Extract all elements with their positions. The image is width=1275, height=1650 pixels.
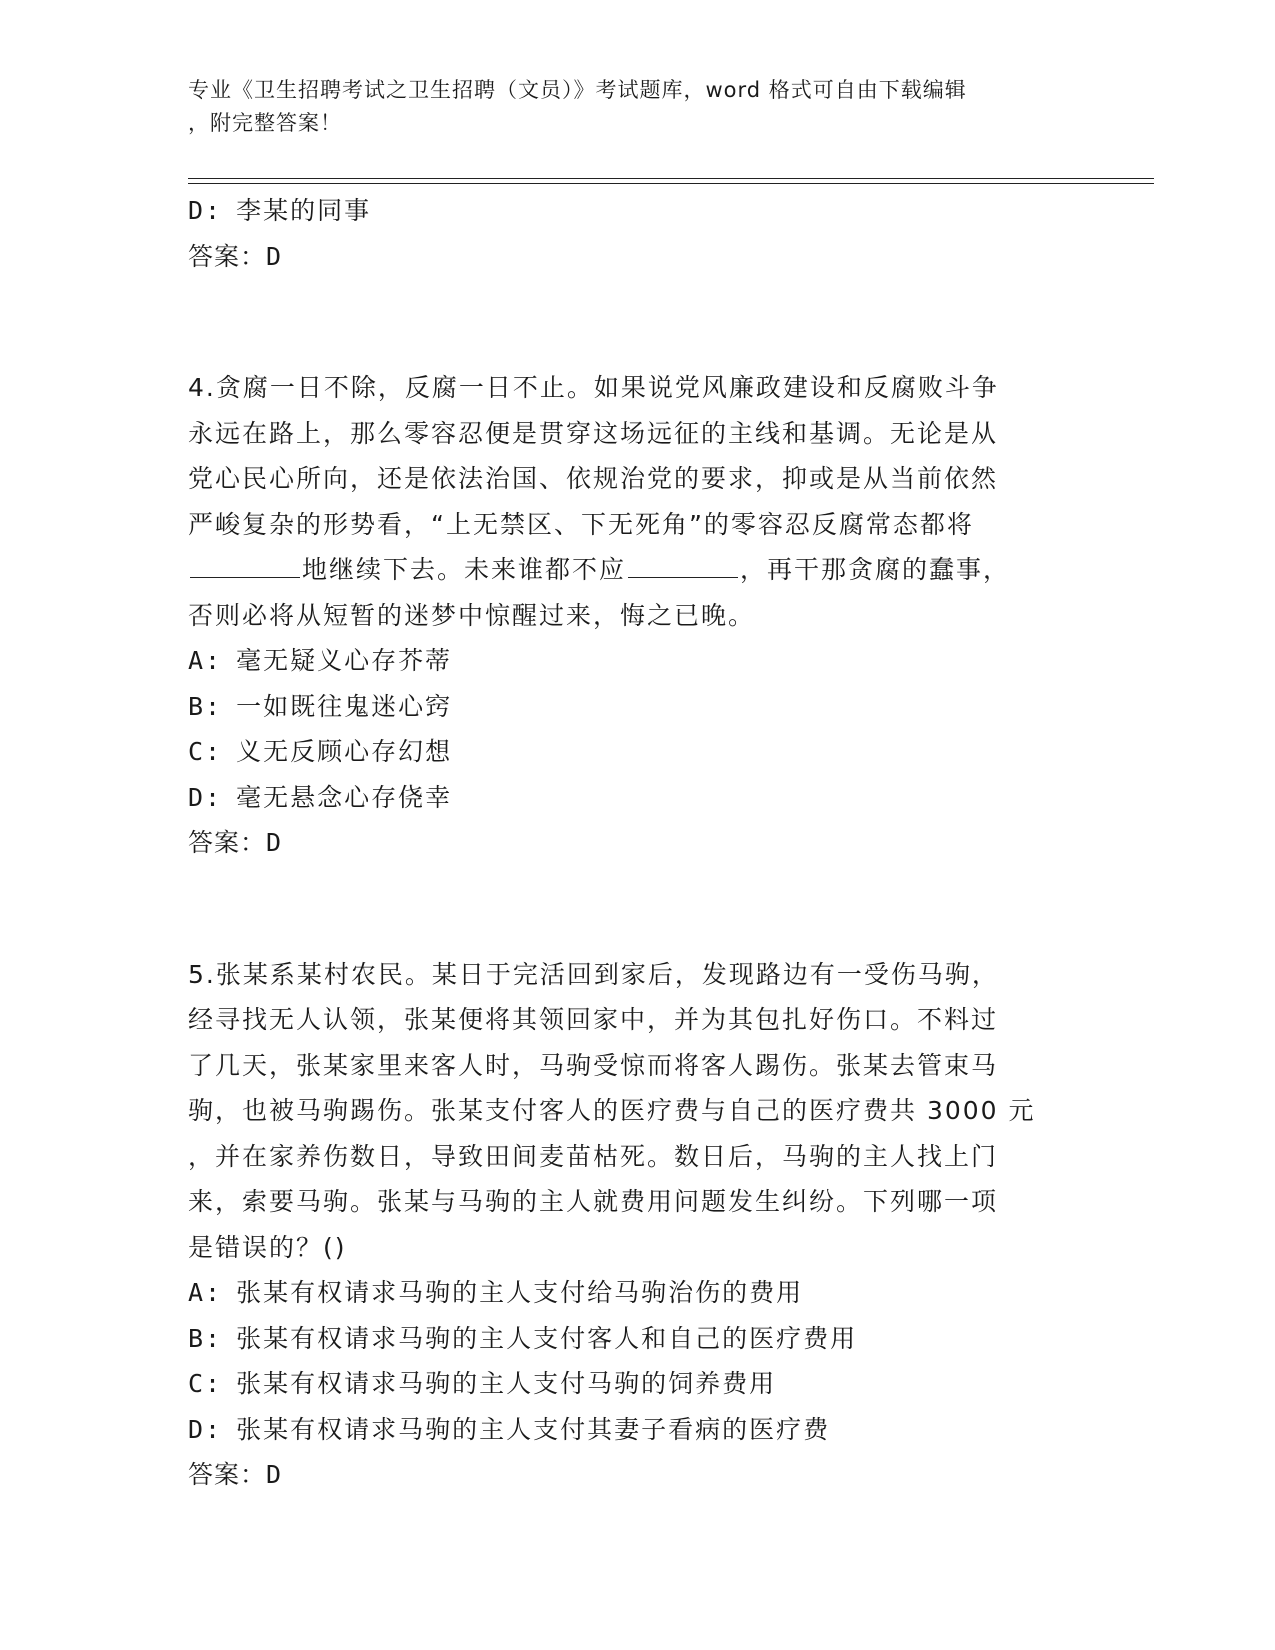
stem-fragment: ，再干那贪腐的蠢事， (740, 555, 1011, 584)
question-4-option-d (188, 775, 1088, 821)
stem-line: 来，索要马驹。张某与马驹的主人就费用问题发生纠纷。下列哪一项 (188, 1187, 999, 1216)
option-letter: D: (188, 196, 223, 225)
answer-label: 答案： (188, 241, 267, 271)
stem-line: 了几天，张某家里来客人时，马驹受惊而将客人踢伤。张某去管束马 (188, 1050, 999, 1080)
answer-label: 答案： (188, 828, 267, 857)
header-line-2: ，附完整答案！ (188, 111, 342, 135)
answer-value: D (266, 1460, 283, 1489)
option-text: 张某有权请求马驹的主人支付马驹的饲养费用 (236, 1369, 777, 1398)
question-5-answer (188, 1452, 1088, 1498)
option-text: 毫无悬念心存侥幸 (236, 782, 453, 812)
answer-value: D (266, 241, 283, 271)
question-4-answer (188, 820, 1088, 866)
question-4-option-b (188, 684, 1088, 730)
header-line-1: 专业《卫生招聘考试之卫生招聘（文员）》考试题库，word 格式可自由下载编辑 (188, 78, 967, 102)
document-body (188, 188, 1088, 1498)
fill-blank-2 (628, 555, 738, 578)
option-text: 毫无疑义心存芥蒂 (236, 646, 453, 675)
question-5-option-b (188, 1316, 1088, 1362)
stem-line: ，并在家养伤数日，导致田间麦苗枯死。数日后，马驹的主人找上门 (188, 1141, 999, 1171)
option-text: 张某有权请求马驹的主人支付客人和自己的医疗费用 (236, 1323, 858, 1353)
header-divider-top (188, 178, 1154, 179)
question-4-option-a (188, 638, 1088, 684)
option-letter: B: (188, 1323, 223, 1353)
prev-question-option-d (188, 188, 1088, 234)
option-text: 李某的同事 (236, 196, 372, 225)
option-letter: C: (188, 737, 223, 766)
question-4 (188, 365, 1088, 866)
option-letter: A: (188, 1278, 223, 1307)
stem-fragment: 地继续下去。未来谁都不应 (302, 555, 627, 584)
prev-question-answer (188, 234, 1088, 280)
question-5-stem (188, 952, 1088, 1271)
question-4-option-c (188, 729, 1088, 775)
option-text: 义无反顾心存幻想 (236, 737, 453, 766)
header-divider-bottom (188, 183, 1154, 184)
question-4-stem (188, 365, 1088, 638)
option-letter: D: (188, 1414, 223, 1444)
question-5-option-d (188, 1407, 1088, 1453)
stem-line: 永远在路上，那么零容忍便是贯穿这场远征的主线和基调。无论是从 (188, 418, 999, 448)
stem-line: 4.贪腐一日不除，反腐一日不止。如果说党风廉政建设和反腐败斗争 (188, 373, 999, 402)
document-header (188, 74, 1088, 140)
option-text: 一如既往鬼迷心窍 (236, 691, 453, 721)
stem-line: 否则必将从短暂的迷梦中惊醒过来，悔之已晚。 (188, 600, 756, 630)
question-5-option-a (188, 1270, 1088, 1316)
answer-value: D (266, 828, 283, 857)
option-letter: C: (188, 1369, 223, 1398)
stem-line-with-blanks (188, 547, 1088, 593)
question-5-option-c (188, 1361, 1088, 1407)
option-letter: D: (188, 782, 223, 812)
answer-label: 答案： (188, 1460, 267, 1489)
stem-line: 5.张某系某村农民。某日于完活回到家后，发现路边有一受伤马驹， (188, 959, 999, 989)
option-letter: A: (188, 646, 223, 675)
stem-line: 驹，也被马驹踢伤。张某支付客人的医疗费与自己的医疗费共 3000 元 (188, 1096, 1036, 1125)
option-text: 张某有权请求马驹的主人支付给马驹治伤的费用 (236, 1278, 804, 1307)
fill-blank-1 (190, 555, 300, 578)
stem-line: 是错误的？() (188, 1232, 347, 1262)
question-5 (188, 952, 1088, 1498)
option-text: 张某有权请求马驹的主人支付其妻子看病的医疗费 (236, 1414, 831, 1444)
spacer (188, 279, 1088, 365)
spacer (188, 866, 1088, 952)
option-letter: B: (188, 691, 223, 721)
stem-line: 经寻找无人认领，张某便将其领回家中，并为其包扎好伤口。不料过 (188, 1005, 999, 1034)
stem-line: 党心民心所向，还是依法治国、依规治党的要求，抑或是从当前依然 (188, 464, 999, 493)
stem-line: 严峻复杂的形势看，“上无禁区、下无死角”的零容忍反腐常态都将 (188, 509, 974, 539)
